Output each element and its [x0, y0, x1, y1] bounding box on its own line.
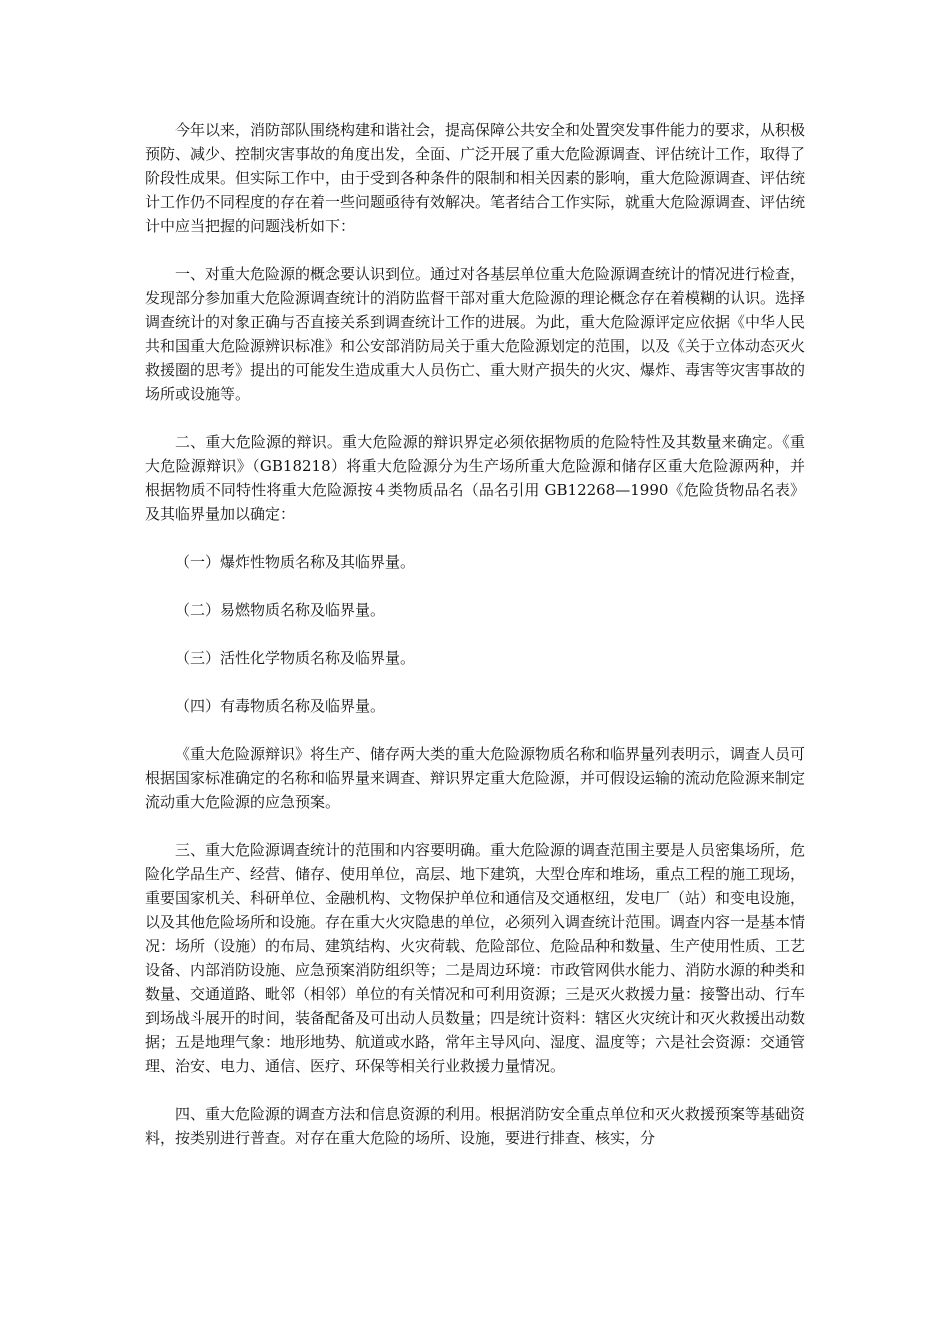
section-1-paragraph: 一、对重大危险源的概念要认识到位。通过对各基层单位重大危险源调查统计的情况进行检查，发现部分参加重大危险源调查统计的消防监督干部对重大危险源的理论概念存在着模糊的认识。选择调查统计的对象正确与否直接关系到调查统计工作的进展。为此，重大危险源评定应依据《中华人民共和国重大危险源辨识标准》和公安部消防局关于重大危险源划定的范围，以及《关于立体动态灭火救援圈的思考》提出的可能发生造成重大人员伤亡、重大财产损失的火灾、爆炸、毒害等灾害事故的场所或设施等。 [145, 265, 806, 403]
section-4-paragraph: 四、重大危险源的调查方法和信息资源的利用。根据消防安全重点单位和灭火救援预案等基础资料，按类别进行普查。对存在重大危险的场所、设施，要进行排查、核实，分 [145, 1105, 806, 1147]
list-item: （四）有毒物质名称及临界量。 [175, 697, 386, 715]
list-item: （三）活性化学物质名称及临界量。 [175, 649, 416, 667]
section-3-paragraph: 三、重大危险源调查统计的范围和内容要明确。重大危险源的调查范围主要是人员密集场所，危险化学品生产、经营、储存、使用单位，高层、地下建筑，大型仓库和堆场，重点工程的施工现场，重要国家机关、科研单位、金融机构、文物保护单位和通信及交通枢纽，发电厂（站）和变电设施，以及其他危险场所和设施。存在重大火灾隐患的单位，必须列入调查统计范围。调查内容一是基本情况：场所（设施）的布局、建筑结构、火灾荷载、危险部位、危险品种和数量、生产使用性质、工艺设备、内部消防设施、应急预案消防组织等；二是周边环境：市政管网供水能力、消防水源的种类和数量、交通道路、毗邻（相邻）单位的有关情况和可利用资源；三是灭火救援力量：接警出动、行车到场战斗展开的时间，装备配备及可出动人员数量；四是统计资料：辖区火灾统计和灭火救援出动数据；五是地理气象：地形地势、航道或水路，常年主导风向、湿度、温度等；六是社会资源：交通管理、治安、电力、通信、医疗、环保等相关行业救援力量情况。 [145, 841, 806, 1075]
list-item: （二）易燃物质名称及临界量。 [175, 601, 386, 619]
identification-summary-paragraph: 《重大危险源辩识》将生产、储存两大类的重大危险源物质名称和临界量列表明示，调查人员可根据国家标准确定的名称和临界量来调查、辩识界定重大危险源，并可假设运输的流动危险源来制定流动重大危险源的应急预案。 [145, 745, 806, 811]
intro-paragraph: 今年以来，消防部队围绕构建和谐社会，提高保障公共安全和处置突发事件能力的要求，从积极预防、减少、控制灾害事故的角度出发，全面、广泛开展了重大危险源调查、评估统计工作，取得了阶段性成果。但实际工作中，由于受到各种条件的限制和相关因素的影响，重大危险源调查、评估统计工作仍不同程度的存在着一些问题亟待有效解决。笔者结合工作实际，就重大危险源调查、评估统计中应当把握的问题浅析如下： [145, 121, 806, 235]
list-item: （一）爆炸性物质名称及其临界量。 [175, 553, 416, 571]
document-body [145, 118, 805, 1174]
section-2-paragraph: 二、重大危险源的辩识。重大危险源的辩识界定必须依据物质的危险特性及其数量来确定。《重大危险源辩识》（GB18218）将重大危险源分为生产场所重大危险源和储存区重大危险源两种，并根据物质不同特性将重大危险源按４类物质品名（品名引用 GB12268—1990《危险货物品名表》及其临界量加以确定： [145, 433, 805, 523]
